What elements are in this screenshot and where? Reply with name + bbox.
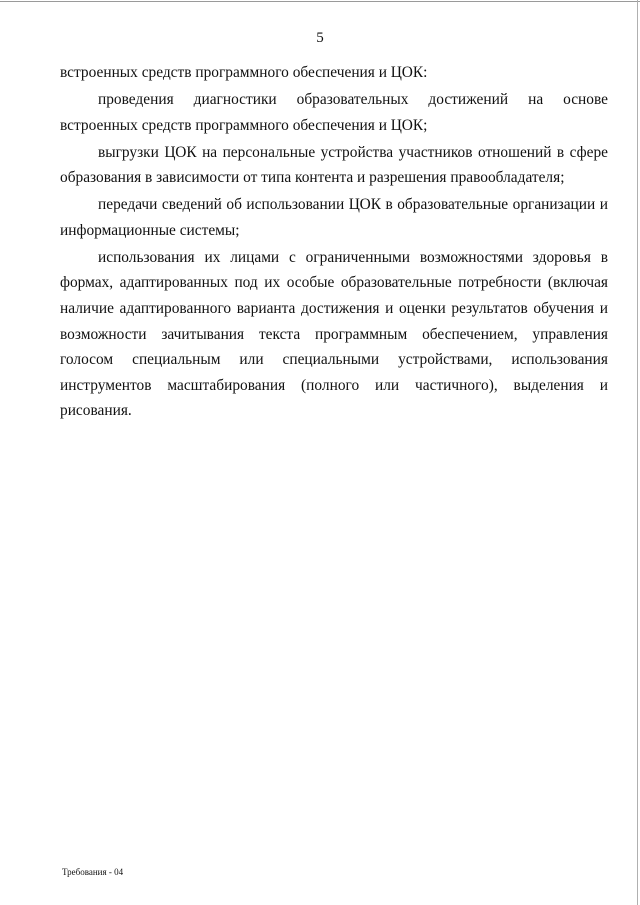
footer-label: Требования - 04 bbox=[62, 867, 124, 877]
paragraph: встроенных средств программного обеспечения и ЦОК: bbox=[60, 64, 428, 81]
paragraph: использования их лицами с ограниченными возможностями здоровья в формах, адаптированных под их особые образовательные потребности (включая наличие адаптированного варианта достижения и оценки результатов обучения и возможности зачитывания текста программным обеспечением, управления голосом специальным или специальными устройствами, использования инструментов масштабирования (полного или частичного), выделения и рисования. bbox=[60, 248, 608, 420]
page-top-edge bbox=[0, 1, 640, 2]
page-right-edge bbox=[637, 0, 638, 905]
document-body bbox=[60, 60, 608, 425]
page-number: 5 bbox=[316, 30, 324, 46]
paragraph: передачи сведений об использовании ЦОК в образовательные организации и информационные системы; bbox=[60, 196, 608, 239]
paragraph: выгрузки ЦОК на персональные устройства участников отношений в сфере образования в зависимости от типа контента и разрешения правообладателя; bbox=[60, 143, 608, 187]
paragraph: проведения диагностики образовательных достижений на основе встроенных средств программного обеспечения и ЦОК; bbox=[60, 90, 608, 134]
